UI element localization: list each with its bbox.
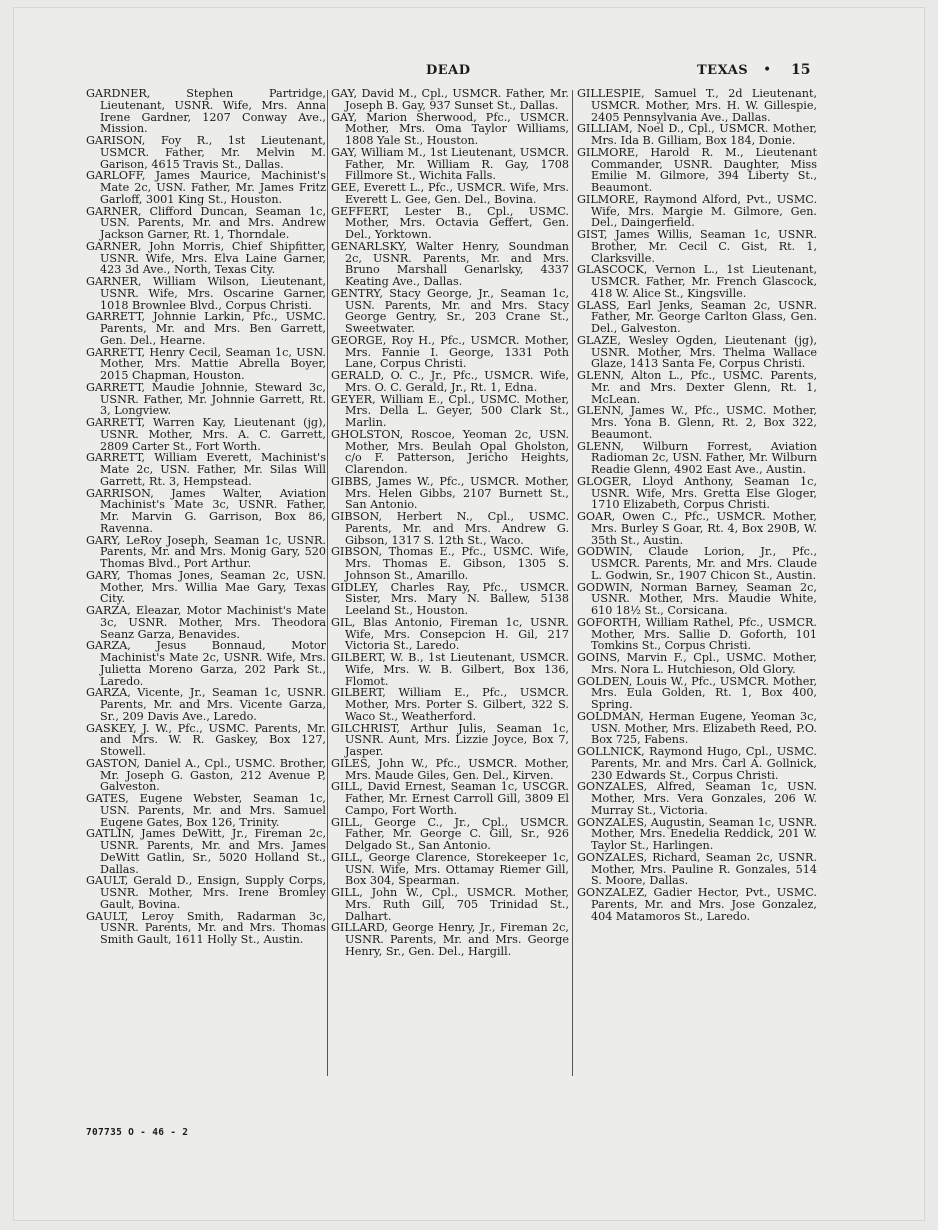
casualty-entry: GODWIN, Claude Lorion, Jr., Pfc., USMCR. Parents, Mr. and Mrs. Claude L. Godwin, Sr., 1907 Chicon St., Austin. bbox=[577, 545, 817, 582]
casualty-entry: GILLIAM, Noel D., Cpl., USMCR. Mother, Mrs. Ida B. Gilliam, Box 184, Donie. bbox=[577, 122, 817, 147]
casualty-entry: GAY, William M., 1st Lieutenant, USMCR. Father, Mr. William R. Gay, 1708 Fillmore St., Wichita Falls. bbox=[331, 145, 569, 183]
casualty-entry: GARZA, Eleazar, Motor Machinist's Mate 3c, USNR. Mother, Mrs. Theodora Seanz Garza, Benavides. bbox=[86, 604, 326, 641]
casualty-entry: GEFFERT, Lester B., Cpl., USMC. Mother, Mrs. Octavia Geffert, Gen. Del., Yorktown. bbox=[331, 204, 569, 241]
casualty-entry: GILES, John W., Pfc., USMCR. Mother, Mrs. Maude Giles, Gen. Del., Kirven. bbox=[331, 756, 569, 782]
casualty-entry: GAULT, Leroy Smith, Radarman 3c, USNR. Parents, Mr. and Mrs. Thomas Smith Gault, 1611 Holly St., Austin. bbox=[86, 909, 326, 946]
casualty-entry: GARZA, Jesus Bonnaud, Motor Machinist's Mate 2c, USNR. Wife, Mrs. Julietta Moreno Garza, 202 Park St., Laredo. bbox=[86, 639, 326, 688]
casualty-entry: GOFORTH, William Rathel, Pfc., USMCR. Mother, Mrs. Sallie D. Goforth, 101 Tomkins St., Corpus Christi. bbox=[577, 615, 817, 653]
casualty-entry: GOLLNICK, Raymond Hugo, Cpl., USMC. Parents, Mr. and Mrs. Carl A. Gollnick, 230 Edwards St., Corpus Christi. bbox=[577, 745, 817, 782]
casualty-entry: GILL, John W., Cpl., USMCR. Mother, Mrs. Ruth Gill, 705 Trinidad St., Dalhart. bbox=[331, 886, 569, 923]
page-number: 15 bbox=[791, 62, 811, 78]
casualty-entry: GARRETT, William Everett, Machinist's Mate 2c, USN. Father, Mr. Silas Will Garrett, Rt. 3, Hempstead. bbox=[86, 451, 326, 488]
casualty-entry: GOINS, Marvin F., Cpl., USMC. Mother, Mrs. Nora L. Hutchieson, Old Glory. bbox=[577, 651, 817, 676]
casualty-entry: GERALD, O. C., Jr., Pfc., USMCR. Wife, Mrs. O. C. Gerald, Jr., Rt. 1, Edna. bbox=[331, 369, 569, 394]
casualty-entry: GEORGE, Roy H., Pfc., USMCR. Mother, Mrs. Fannie I. George, 1331 Poth Lane, Corpus Christi. bbox=[331, 333, 569, 371]
casualty-entry: GOLDEN, Louis W., Pfc., USMCR. Mother, Mrs. Eula Golden, Rt. 1, Box 400, Spring. bbox=[577, 674, 817, 711]
casualty-entry: GILBERT, W. B., 1st Lieutenant, USMCR. Wife, Mrs. W. B. Gilbert, Box 136, Flomot. bbox=[331, 651, 569, 688]
casualty-entry: GIBSON, Herbert N., Cpl., USMC. Parents, Mr. and Mrs. Andrew G. Gibson, 1317 S. 12th St., Waco. bbox=[331, 510, 569, 547]
casualty-entry: GARISON, Foy R., 1st Lieutenant, USMCR. Father, Mr. Melvin M. Garison, 4615 Travis St., Dallas. bbox=[86, 134, 326, 171]
casualty-entry: GARRETT, Henry Cecil, Seaman 1c, USN. Mother, Mrs. Mattie Abrella Boyer, 2015 Chapman, Houston. bbox=[86, 345, 326, 382]
column-middle bbox=[331, 88, 569, 958]
casualty-entry: GILL, George Clarence, Storekeeper 1c, USN. Wife, Mrs. Ottamay Riemer Gill, Box 304, Spearman. bbox=[331, 850, 569, 888]
casualty-entry: GARRETT, Maudie Johnnie, Steward 3c, USNR. Father, Mr. Johnnie Garrett, Rt. 3, Longview. bbox=[86, 380, 326, 418]
casualty-entry: GIBSON, Thomas E., Pfc., USMC. Wife, Mrs. Thomas E. Gibson, 1305 S. Johnson St., Amarillo. bbox=[331, 545, 569, 582]
casualty-entry: GOLDMAN, Herman Eugene, Yeoman 3c, USN. Mother, Mrs. Elizabeth Reed, P.O. Box 725, Fabens. bbox=[577, 709, 817, 747]
casualty-entry: GOAR, Owen C., Pfc., USMCR. Mother, Mrs. Burley S Goar, Rt. 4, Box 290B, W. 35th St., Austin. bbox=[577, 510, 817, 547]
casualty-entry: GLENN, Wilburn Forrest, Aviation Radioman 2c, USN. Father, Mr. Wilburn Readie Glenn, 4902 East Ave., Austin. bbox=[577, 439, 817, 476]
casualty-entry: GLASCOCK, Vernon L., 1st Lieutenant, USMCR. Father, Mr. French Glascock, 418 W. Alice St., Kingsville. bbox=[577, 263, 817, 300]
column-left bbox=[86, 88, 326, 946]
casualty-entry: GENARLSKY, Walter Henry, Soundman 2c, USNR. Parents, Mr. and Mrs. Bruno Marshall Genarlsky, 4337 Keating Ave., Dallas. bbox=[331, 239, 569, 288]
casualty-entry: GARRETT, Warren Kay, Lieutenant (jg), USNR. Mother, Mrs. A. C. Garrett, 2809 Carter St., Fort Worth. bbox=[86, 416, 326, 453]
casualty-entry: GILMORE, Raymond Alford, Pvt., USMC. Wife, Mrs. Margie M. Gilmore, Gen. Del., Daingerfield. bbox=[577, 192, 817, 230]
casualty-entry: GATLIN, James DeWitt, Jr., Fireman 2c, USNR. Parents, Mr. and Mrs. James DeWitt Gatlin, Sr., 5020 Holland St., Dallas. bbox=[86, 827, 326, 876]
casualty-entry: GILCHRIST, Arthur Julis, Seaman 1c, USNR. Aunt, Mrs. Lizzie Joyce, Box 7, Jasper. bbox=[331, 721, 569, 758]
casualty-entry: GARLOFF, James Maurice, Machinist's Mate 2c, USN. Father, Mr. James Fritz Garloff, 3001 King St., Houston. bbox=[86, 169, 326, 206]
casualty-entry: GONZALES, Augustin, Seaman 1c, USNR. Mother, Mrs. Enedelia Reddick, 201 W. Taylor St., Harlingen. bbox=[577, 815, 817, 852]
casualty-entry: GASKEY, J. W., Pfc., USMC. Parents, Mr. and Mrs. W. R. Gaskey, Box 127, Stowell. bbox=[86, 721, 326, 758]
casualty-entry: GILBERT, William E., Pfc., USMCR. Mother, Mrs. Porter S. Gilbert, 322 S. Waco St., Weatherford. bbox=[331, 686, 569, 723]
page-header bbox=[0, 60, 938, 82]
casualty-entry: GIST, James Willis, Seaman 1c, USNR. Brother, Mr. Cecil C. Gist, Rt. 1, Clarksville. bbox=[577, 228, 817, 265]
casualty-entry: GILLARD, George Henry, Jr., Fireman 2c, USNR. Parents, Mr. and Mrs. George Henry, Sr., Gen. Del., Hargill. bbox=[331, 921, 569, 958]
casualty-entry: GLENN, James W., Pfc., USMC. Mother, Mrs. Yona B. Glenn, Rt. 2, Box 322, Beaumont. bbox=[577, 404, 817, 441]
casualty-entry: GODWIN, Norman Barney, Seaman 2c, USNR. Mother, Mrs. Maudie White, 610 18½ St., Corsicana. bbox=[577, 580, 817, 617]
casualty-entry: GARNER, William Wilson, Lieutenant, USNR. Wife, Mrs. Oscarine Garner, 1018 Brownlee Blvd., Corpus Christi. bbox=[86, 275, 326, 312]
casualty-entry: GATES, Eugene Webster, Seaman 1c, USN. Parents, Mr. and Mrs. Samuel Eugene Gates, Box 126, Trinity. bbox=[86, 792, 326, 829]
state-name: TEXAS bbox=[697, 63, 749, 78]
casualty-entry: GARRETT, Johnnie Larkin, Pfc., USMC. Parents, Mr. and Mrs. Ben Garrett, Gen. Del., Hearne. bbox=[86, 310, 326, 347]
casualty-entry: GARRISON, James Walter, Aviation Machinist's Mate 3c, USNR. Father, Mr. Marvin G. Garrison, Box 86, Ravenna. bbox=[86, 486, 326, 535]
casualty-entry: GHOLSTON, Roscoe, Yeoman 2c, USN. Mother, Mrs. Beulah Opal Gholston, c/o F. Patterson, Jericho Heights, Clarendon. bbox=[331, 427, 569, 476]
column-divider-1 bbox=[327, 90, 328, 1076]
casualty-entry: GAULT, Gerald D., Ensign, Supply Corps, USNR. Mother, Mrs. Irene Bromley Gault, Bovina. bbox=[86, 874, 326, 911]
page-title: DEAD bbox=[426, 63, 471, 78]
casualty-entry: GLAZE, Wesley Ogden, Lieutenant (jg), USNR. Mother, Mrs. Thelma Wallace Glaze, 1413 Santa Fe, Corpus Christi. bbox=[577, 333, 817, 371]
casualty-entry: GLASS, Earl Jenks, Seaman 2c, USNR. Father, Mr. George Carlton Glass, Gen. Del., Galveston. bbox=[577, 298, 817, 335]
casualty-entry: GAY, David M., Cpl., USMCR. Father, Mr. Joseph B. Gay, 937 Sunset St., Dallas. bbox=[331, 87, 569, 112]
casualty-entry: GILMORE, Harold R. M., Lieutenant Commander, USNR. Daughter, Miss Emilie M. Gilmore, 394 Liberty St., Beaumont. bbox=[577, 145, 817, 194]
casualty-entry: GIL, Blas Antonio, Fireman 1c, USNR. Wife, Mrs. Consepcion H. Gil, 217 Victoria St., Laredo. bbox=[331, 615, 569, 653]
bullet-separator: • bbox=[763, 62, 772, 78]
casualty-entry: GONZALES, Richard, Seaman 2c, USNR. Mother, Mrs. Pauline R. Gonzales, 514 S. Moore, Dallas. bbox=[577, 850, 817, 888]
casualty-entry: GILLESPIE, Samuel T., 2d Lieutenant, USMCR. Mother, Mrs. H. W. Gillespie, 2405 Pennsylvania Ave., Dallas. bbox=[577, 87, 817, 124]
casualty-entry: GILL, David Ernest, Seaman 1c, USCGR. Father, Mr. Ernest Carroll Gill, 3809 El Campo, Fort Worth. bbox=[331, 780, 569, 817]
casualty-entry: GENTRY, Stacy George, Jr., Seaman 1c, USN. Parents, Mr. and Mrs. Stacy George Gentry, Sr., 203 Crane St., Sweetwater. bbox=[331, 286, 569, 335]
casualty-entry: GEYER, William E., Cpl., USMC. Mother, Mrs. Della L. Geyer, 500 Clark St., Marlin. bbox=[331, 392, 569, 429]
print-code: 707735 O - 46 - 2 bbox=[86, 1127, 189, 1138]
casualty-entry: GONZALES, Alfred, Seaman 1c, USN. Mother, Mrs. Vera Gonzales, 206 W. Murray St., Victoria. bbox=[577, 780, 817, 817]
casualty-entry: GARY, LeRoy Joseph, Seaman 1c, USNR. Parents, Mr. and Mrs. Monig Gary, 520 Thomas Blvd., Port Arthur. bbox=[86, 533, 326, 570]
casualty-entry: GAY, Marion Sherwood, Pfc., USMCR. Mother, Mrs. Oma Taylor Williams, 1808 Yale St., Houston. bbox=[331, 110, 569, 147]
casualty-entry: GONZALEZ, Gadier Hector, Pvt., USMC. Parents, Mr. and Mrs. Jose Gonzalez, 404 Matamoros St., Laredo. bbox=[577, 886, 817, 923]
casualty-entry: GILL, George C., Jr., Cpl., USMCR. Father, Mr. George C. Gill, Sr., 926 Delgado St., San Antonio. bbox=[331, 815, 569, 852]
casualty-entry: GLOGER, Lloyd Anthony, Seaman 1c, USNR. Wife, Mrs. Gretta Else Gloger, 1710 Elizabeth, Corpus Christi. bbox=[577, 474, 817, 512]
column-divider-2 bbox=[572, 90, 573, 1076]
casualty-entry: GIBBS, James W., Pfc., USMCR. Mother, Mrs. Helen Gibbs, 2107 Burnett St., San Antonio. bbox=[331, 474, 569, 512]
casualty-entry: GASTON, Daniel A., Cpl., USMC. Brother, Mr. Joseph G. Gaston, 212 Avenue P, Galveston. bbox=[86, 756, 326, 794]
casualty-entry: GEE, Everett L., Pfc., USMCR. Wife, Mrs. Everett L. Gee, Gen. Del., Bovina. bbox=[331, 181, 569, 206]
casualty-entry: GLENN, Alton L., Pfc., USMC. Parents, Mr. and Mrs. Dexter Glenn, Rt. 1, McLean. bbox=[577, 369, 817, 406]
casualty-entry: GARZA, Vicente, Jr., Seaman 1c, USNR. Parents, Mr. and Mrs. Vicente Garza, Sr., 209 Davis Ave., Laredo. bbox=[86, 686, 326, 723]
casualty-entry: GIDLEY, Charles Ray, Pfc., USMCR. Sister, Mrs. Mary N. Ballew, 5138 Leeland St., Houston. bbox=[331, 580, 569, 617]
casualty-entry: GARY, Thomas Jones, Seaman 2c, USN. Mother, Mrs. Willia Mae Gary, Texas City. bbox=[86, 568, 326, 606]
casualty-entry: GARNER, Clifford Duncan, Seaman 1c, USN. Parents, Mr. and Mrs. Andrew Jackson Garner, Rt. 1, Thorndale. bbox=[86, 204, 326, 241]
column-right bbox=[577, 88, 817, 922]
casualty-entry: GARNER, John Morris, Chief Shipfitter, USNR. Wife, Mrs. Elva Laine Garner, 423 3d Ave., North, Texas City. bbox=[86, 239, 326, 277]
casualty-entry: GARDNER, Stephen Partridge, Lieutenant, USNR. Wife, Mrs. Anna Irene Gardner, 1207 Conway Ave., Mission. bbox=[86, 87, 326, 136]
